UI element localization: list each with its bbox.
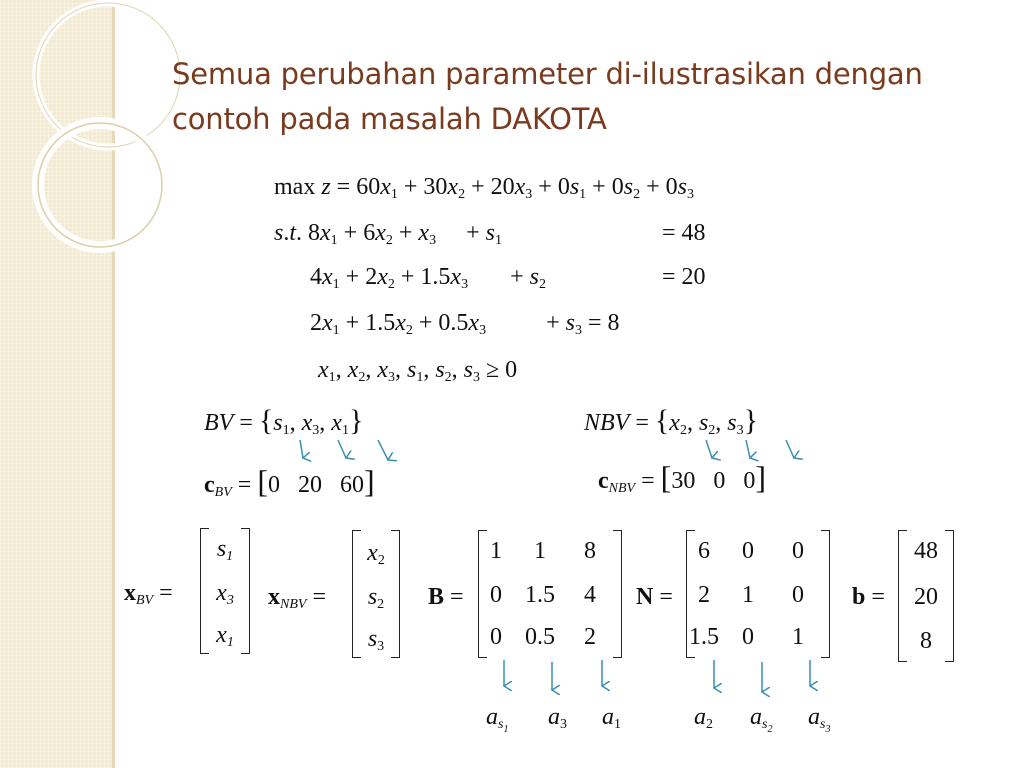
objective-function: $\max z = 60x_1 + 30x_2 + 20x_3 + 0s_1 + 0s_2 + 0s_3$ — [274, 174, 694, 202]
arrow-nbv-x2 — [706, 440, 712, 458]
column-label-a1: $a_1$ — [602, 704, 621, 732]
column-label-as1: $a_{s_1}$ — [486, 704, 509, 735]
arrow-bv-s1 — [300, 440, 303, 458]
column-label-a3: $a_3$ — [548, 704, 567, 732]
b-vector-entry: 8 — [920, 628, 932, 654]
n-matrix-cell: 2 — [698, 582, 710, 608]
arrow-bv-x1 — [378, 440, 388, 460]
slide-title: Semua perubahan parameter di-ilustrasikan dengan contoh pada masalah DAKOTA — [172, 57, 923, 136]
b-matrix-cell: 1.5 — [525, 582, 555, 608]
b-vector-label: b = — [852, 584, 885, 610]
nonnegativity: $x_1$, $x_2$, $x_3$, $s_1$, $s_2$, $s_3 \ge 0$ — [318, 357, 518, 385]
x-bv-label: $x_{BV}$ = — [124, 580, 173, 608]
x-nbv-entry: $s_3$ — [367, 626, 385, 654]
column-label-as2: $a_{s_2}$ — [750, 704, 773, 735]
b-matrix-cell: 2 — [584, 624, 596, 650]
b-vector-entry: 48 — [914, 538, 938, 564]
b-matrix-cell: 1 — [490, 538, 502, 564]
n-matrix-cell: 1 — [792, 624, 804, 650]
b-matrix-label: B = — [428, 584, 464, 610]
b-matrix-cell: 0 — [490, 582, 502, 608]
n-matrix-cell: 0 — [792, 538, 804, 564]
n-matrix-cell: 0 — [742, 538, 754, 564]
x-bv-entry: $s_1$ — [216, 536, 234, 564]
arrow-nbv-s2 — [746, 440, 750, 458]
b-matrix-cell: 8 — [584, 538, 596, 564]
basic-variables: BV = {$s_1$, $x_3$, $x_1$} — [204, 404, 364, 438]
constraint-1: s.t. $8x_1 + 6x_2 + x_3$ + $s_1$ = 48 — [274, 220, 706, 248]
b-matrix-cell: 0.5 — [525, 624, 555, 650]
n-matrix-cell: 0 — [742, 624, 754, 650]
c-bv-vector: $c_{BV} = [0$ 20 60] — [204, 463, 375, 500]
n-matrix-cell: 0 — [792, 582, 804, 608]
constraint-3: $2x_1 + 1.5x_2 + 0.5x_3$ + $s_3 = 8$ — [310, 310, 620, 338]
x-nbv-entry: $x_2$ — [367, 540, 385, 568]
x-nbv-entry: $s_2$ — [367, 584, 385, 612]
constraint-2: $4x_1 + 2x_2 + 1.5x_3$ + $s_2$ = 20 — [310, 264, 706, 292]
x-nbv-label: $x_{NBV}$ = — [268, 584, 326, 612]
b-vector-entry: 20 — [914, 584, 938, 610]
n-matrix-cell: 1.5 — [689, 624, 719, 650]
column-label-as3: $a_{s_3}$ — [808, 704, 831, 735]
arrow-nbv-s3 — [786, 440, 794, 458]
x-bv-entry: $x_3$ — [216, 580, 234, 608]
x-bv-entry: $x_1$ — [216, 622, 234, 650]
arrow-bv-x3 — [338, 440, 346, 458]
b-matrix-cell: 0 — [490, 624, 502, 650]
b-matrix-cell: 1 — [534, 538, 546, 564]
n-matrix-label: N = — [636, 584, 673, 610]
b-matrix-cell: 4 — [584, 582, 596, 608]
n-matrix-cell: 6 — [698, 538, 710, 564]
nonbasic-variables: NBV = {$x_2$, $s_2$, $s_3$} — [584, 404, 759, 438]
c-nbv-vector: $c_{NBV} = [30$ 0 0] — [598, 459, 766, 496]
n-matrix-cell: 1 — [742, 582, 754, 608]
column-label-a2: $a_2$ — [694, 704, 713, 732]
